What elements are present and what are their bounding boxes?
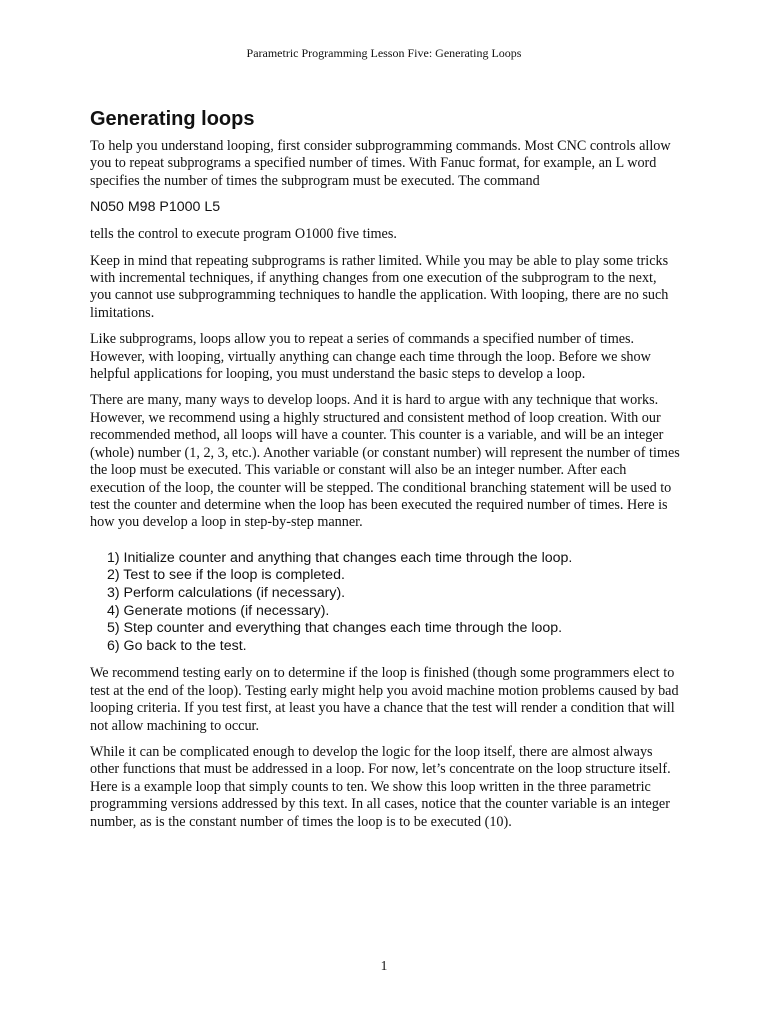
code-example: N050 M98 P1000 L5 [90,199,221,216]
loop-steps-list [107,550,680,656]
loop-step: 2) Test to see if the loop is completed. [107,567,345,584]
paragraph-after-code: tells the control to execute program O1000 five times. [90,226,397,243]
paragraph-limitations: Keep in mind that repeating subprograms is rather limited. While you may be able to play some tricks with incremental techniques, if anything changes from one execution of the subprogram to the next, you cannot use subprogramming techniques to handle the application. With looping, there are no such limitations. [90,252,669,321]
page-content [90,106,680,831]
loop-step: 6) Go back to the test. [107,637,247,654]
paragraph-intro: To help you understand looping, first consider subprogramming commands. Most CNC controls allow you to repeat subprograms a specified number of times. With Fanuc format, for example, an L word specifies the number of times the subprogram must be executed. The command [90,138,671,189]
running-header: Parametric Programming Lesson Five: Generating Loops [246,46,522,60]
loop-step: 4) Generate motions (if necessary). [107,602,330,619]
loop-step: 5) Step counter and everything that changes each time through the loop. [107,620,563,637]
paragraph-many-ways: There are many, many ways to develop loops. And it is hard to argue with any technique that works. However, we recommend using a highly structured and consistent method of loop creation. With our recommended method, all loops will have a counter. This counter is a variable, and will be an integer (whole) number (1, 2, 3, etc.). Another variable (or constant number) will represent the number of times the loop must be executed. This variable or constant will also be an integer number. After each execution of the loop, the counter will be stepped. The conditional branching statement will be used to test the counter and determine when the loop has been executed the required number of times. Here is how you develop a loop in step-by-step manner. [90,392,680,531]
loop-step: 3) Perform calculations (if necessary). [107,584,346,601]
paragraph-like-subprograms: Like subprograms, loops allow you to repeat a series of commands a specified number of times. However, with looping, virtually anything can change each time through the loop. Before we show helpful applications for looping, you must understand the basic steps to develop a loop. [90,331,651,383]
paragraph-complicated: While it can be complicated enough to develop the logic for the loop itself, there are almost always other functions that must be addressed in a loop. For now, let’s concentrate on the loop structure itself. Here is a example loop that simply counts to ten. We show this loop written in the three parametric programming versions addressed by this text. In all cases, notice that the counter variable is an integer number, as is the constant number of times the loop is to be executed (10). [90,743,671,830]
page-number: 1 [380,958,388,973]
section-heading: Generating loops [90,108,255,130]
loop-step: 1) Initialize counter and anything that changes each time through the loop. [107,549,573,566]
paragraph-testing-early: We recommend testing early on to determine if the loop is finished (though some programmers elect to test at the end of the loop). Testing early might help you avoid machine motion problems caused by bad looping criteria. If you test first, at least you have a chance that the test will render a condition that will not allow machining to occur. [90,665,679,734]
